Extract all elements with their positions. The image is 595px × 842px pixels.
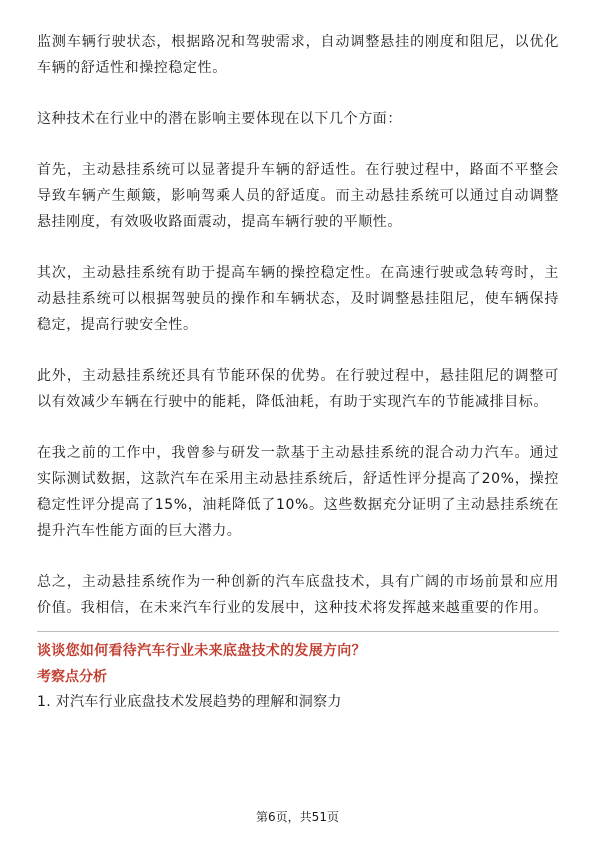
paragraph-experience: 在我之前的工作中，我曾参与研发一款基于主动悬挂系统的混合动力汽车。通过实际测试数据，这款汽车在采用主动悬挂系统后，舒适性评分提高了20%，操控稳定性评分提高了15%，油耗降低了10%。这些数据充分证明了主动悬挂系统在提升汽车性能方面的巨大潜力。: [37, 445, 559, 539]
analysis-point: 1. 对汽车行业底盘技术发展趋势的理解和洞察力: [37, 694, 342, 710]
paragraph-energy: 此外，主动悬挂系统还具有节能环保的优势。在行驶过程中，悬挂阻尼的调整可以有效减少车辆在行驶中的能耗，降低油耗，有助于实现汽车的节能减排目标。: [37, 368, 559, 410]
section-divider: [37, 631, 559, 632]
document-body: [37, 29, 559, 714]
paragraph-handling: 其次，主动悬挂系统有助于提高车辆的操控稳定性。在高速行驶或急转弯时，主动悬挂系统可以根据驾驶员的操作和车辆状态，及时调整悬挂阻尼，使车辆保持稳定，提高行驶安全性。: [37, 265, 559, 333]
page-footer: 第6页，共51页: [256, 810, 339, 824]
paragraph-impact-lead: 这种技术在行业中的潜在影响主要体现在以下几个方面：: [37, 111, 402, 127]
interview-question: 谈谈您如何看待汽车行业未来底盘技术的发展方向？: [37, 643, 366, 659]
section-heading-analysis: 考察点分析: [37, 669, 107, 685]
paragraph-suspension-intro: 监测车辆行驶状态，根据路况和驾驶需求，自动调整悬挂的刚度和阻尼，以优化车辆的舒适性和操控稳定性。: [37, 34, 559, 76]
paragraph-conclusion: 总之，主动悬挂系统作为一种创新的汽车底盘技术，具有广阔的市场前景和应用价值。我相信，在未来汽车行业的发展中，这种技术将发挥越来越重要的作用。: [37, 574, 559, 616]
paragraph-comfort: 首先，主动悬挂系统可以显著提升车辆的舒适性。在行驶过程中，路面不平整会导致车辆产生颠簸，影响驾乘人员的舒适度。而主动悬挂系统可以通过自动调整悬挂刚度，有效吸收路面震动，提高车辆行驶的平顺性。: [37, 162, 559, 230]
